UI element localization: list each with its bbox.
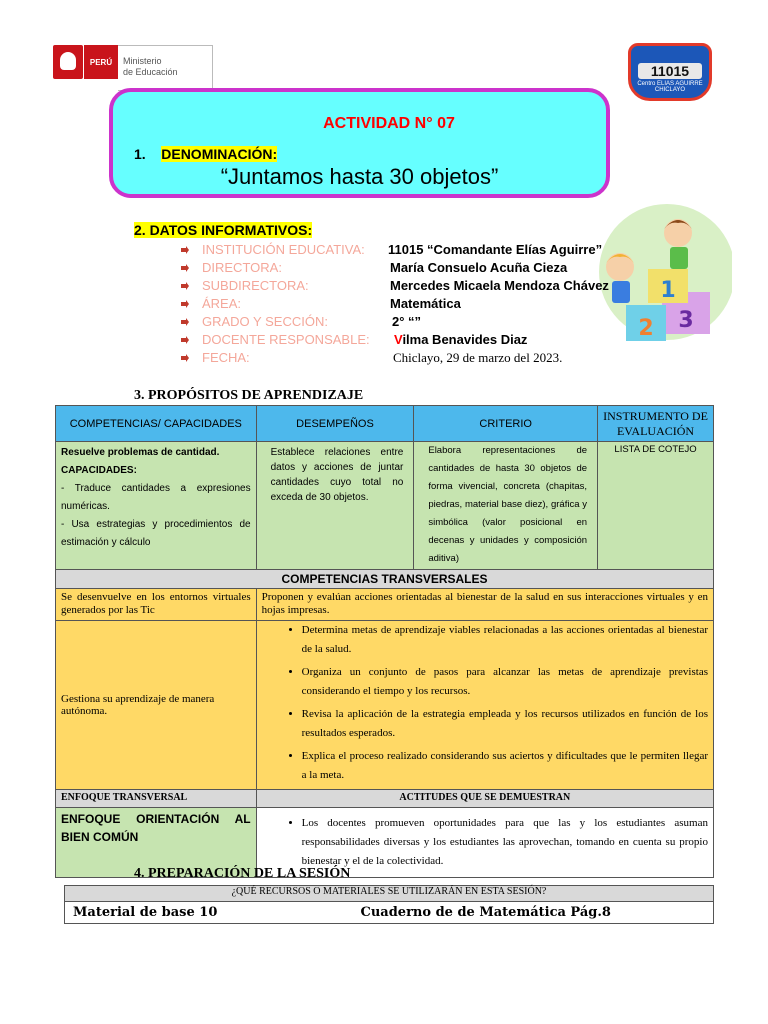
datos-label: ÁREA: (202, 296, 242, 311)
header-competencias: COMPETENCIAS/ CAPACIDADES (56, 406, 257, 442)
datos-row (180, 314, 740, 332)
list-item: • Explica el proceso realizado considerando sus aciertos y dificultades que le permiten llegar a la meta. (302, 747, 708, 785)
svg-text:3: 3 (678, 308, 694, 333)
desempeno-cell: Establece relaciones entre datos y acciones de juntar cantidades cuyo total no exceda de 30 objetos. (256, 442, 414, 570)
activity-title: ACTIVIDAD N° 07 (323, 115, 455, 132)
datos-value: 11015 “Comandante Elías Aguirre” (388, 242, 603, 257)
school-badge-text: Centro ELIAS AGUIRRE CHICLAYO (637, 81, 703, 93)
section-4-heading: 4. PREPARACIÓN DE LA SESIÓN (134, 866, 351, 881)
arrow-bullet-icon (180, 317, 190, 327)
capacities-label: CAPACIDADES: (61, 465, 137, 476)
list-item: • Organiza un conjunto de pasos para alcanzar las metas de aprendizaje previstas considerando el tiempo y los recursos. (302, 663, 708, 701)
svg-text:2: 2 (638, 316, 654, 341)
material-item: Cuaderno de de Matemática Pág.8 (360, 905, 611, 920)
instrumento-cell: LISTA DE COTEJO (598, 442, 714, 570)
list-item: • Los docentes promueven oportunidades para que las y los estudiantes asuman responsabilidades diversas y los estudiantes las aprovechan, tomando en cuenta su propio bienestar y el de la colectividad. (302, 814, 708, 871)
datos-value: María Consuelo Acuña Cieza (390, 260, 568, 275)
ministry-label (118, 45, 213, 91)
materials-table (64, 885, 714, 924)
datos-heading: 2. DATOS INFORMATIVOS: (134, 222, 313, 238)
datos-label: GRADO Y SECCIÓN: (202, 314, 328, 329)
capacity-item: - Usa estrategias y procedimientos de estimación y cálculo (61, 519, 251, 548)
tic-description-cell: Proponen y evalúan acciones orientadas al bienestar de la salud en sus interacciones virtuales y en hojas impresas. (256, 589, 713, 621)
arrow-bullet-icon (180, 245, 190, 255)
capacity-item: - Traduce cantidades a expresiones numéricas. (61, 483, 251, 512)
table-row (56, 589, 714, 621)
competency-cell (56, 442, 257, 570)
datos-value: Chiclayo, 29 de marzo del 2023. (393, 350, 563, 365)
competency-title: Resuelve problemas de cantidad. (61, 447, 220, 458)
datos-label: SUBDIRECTORA: (202, 278, 309, 293)
table-row (56, 621, 714, 790)
datos-value-initial: V (394, 332, 403, 347)
datos-value: Matemática (390, 296, 461, 311)
datos-row (180, 278, 740, 296)
transversal-heading-row (56, 570, 714, 589)
materials-question: ¿QUÉ RECURSOS O MATERIALES SE UTILIZARÁN EN ESTA SESIÓN? (65, 886, 714, 902)
learning-purposes-table (55, 405, 714, 878)
autonomy-items-cell (256, 621, 713, 790)
arrow-bullet-icon (180, 335, 190, 345)
enfoque-header-row (56, 790, 714, 808)
ministry-line-1: Ministerio (123, 56, 162, 66)
datos-row (180, 350, 740, 368)
criterio-cell: Elabora representaciones de cantidades de hasta 30 objetos de forma vivencial, concreta (chapitas, piedras, material base diez), gráfica y simbólica (valor posicional en decenas y unidades y composición aditiva) (414, 442, 598, 570)
datos-value-rest: ilma Benavides Diaz (402, 332, 528, 347)
enfoque-name-cell: ENFOQUE ORIENTACIÓN AL BIEN COMÚN (56, 808, 257, 878)
header-desempenos: DESEMPEÑOS (256, 406, 414, 442)
header-criterio: CRITERIO (414, 406, 598, 442)
list-item: • Determina metas de aprendizaje viables relacionadas a las acciones orientadas al bienestar de la salud. (302, 621, 708, 659)
denomination-number: 1. (134, 146, 146, 162)
materials-question-row (65, 886, 714, 902)
transversal-heading: COMPETENCIAS TRANSVERSALES (56, 570, 714, 589)
datos-label: DOCENTE RESPONSABLE: (202, 332, 370, 347)
datos-value (394, 332, 527, 347)
header-instrumento: INSTRUMENTO DE EVALUACIÓN (598, 406, 714, 442)
datos-value: Mercedes Micaela Mendoza Chávez (390, 278, 609, 293)
material-item: Material de base 10 (73, 905, 218, 920)
enfoque-header: ENFOQUE TRANSVERSAL (56, 790, 257, 808)
list-item: • Revisa la aplicación de la estrategia empleada y los recursos utilizados en función de los resultados esperados. (302, 705, 708, 743)
table-row (56, 442, 714, 570)
tic-competency-cell: Se desenvuelve en los entornos virtuales generados por las Tic (56, 589, 257, 621)
datos-row (180, 260, 740, 278)
peru-label: PERÚ (84, 45, 118, 79)
materials-cell (65, 902, 714, 924)
ministry-line-2: de Educación (123, 67, 178, 77)
autonomy-competency-cell: Gestiona su aprendizaje de manera autónoma. (56, 621, 257, 790)
datos-row (180, 242, 740, 260)
table-row (65, 902, 714, 924)
denomination-label: DENOMINACIÓN: (161, 146, 278, 162)
datos-label: DIRECTORA: (202, 260, 282, 275)
school-badge-number: 11015 (638, 63, 702, 79)
datos-row (180, 332, 740, 350)
datos-row (180, 296, 740, 314)
arrow-bullet-icon (180, 299, 190, 309)
datos-label: INSTITUCIÓN EDUCATIVA: (202, 242, 365, 257)
section-3-heading: 3. PROPÓSITOS DE APRENDIZAJE (134, 388, 364, 403)
shield-emblem-icon (60, 52, 76, 70)
actitudes-header: ACTITUDES QUE SE DEMUESTRAN (256, 790, 713, 808)
table-header-row (56, 406, 714, 442)
datos-label: FECHA: (202, 350, 250, 365)
arrow-bullet-icon (180, 281, 190, 291)
datos-value: 2° “” (392, 314, 422, 329)
arrow-bullet-icon (180, 263, 190, 273)
denomination-heading (134, 146, 277, 162)
activity-name: “Juntamos hasta 30 objetos” (220, 164, 499, 189)
svg-text:1: 1 (660, 278, 676, 303)
arrow-bullet-icon (180, 353, 190, 363)
